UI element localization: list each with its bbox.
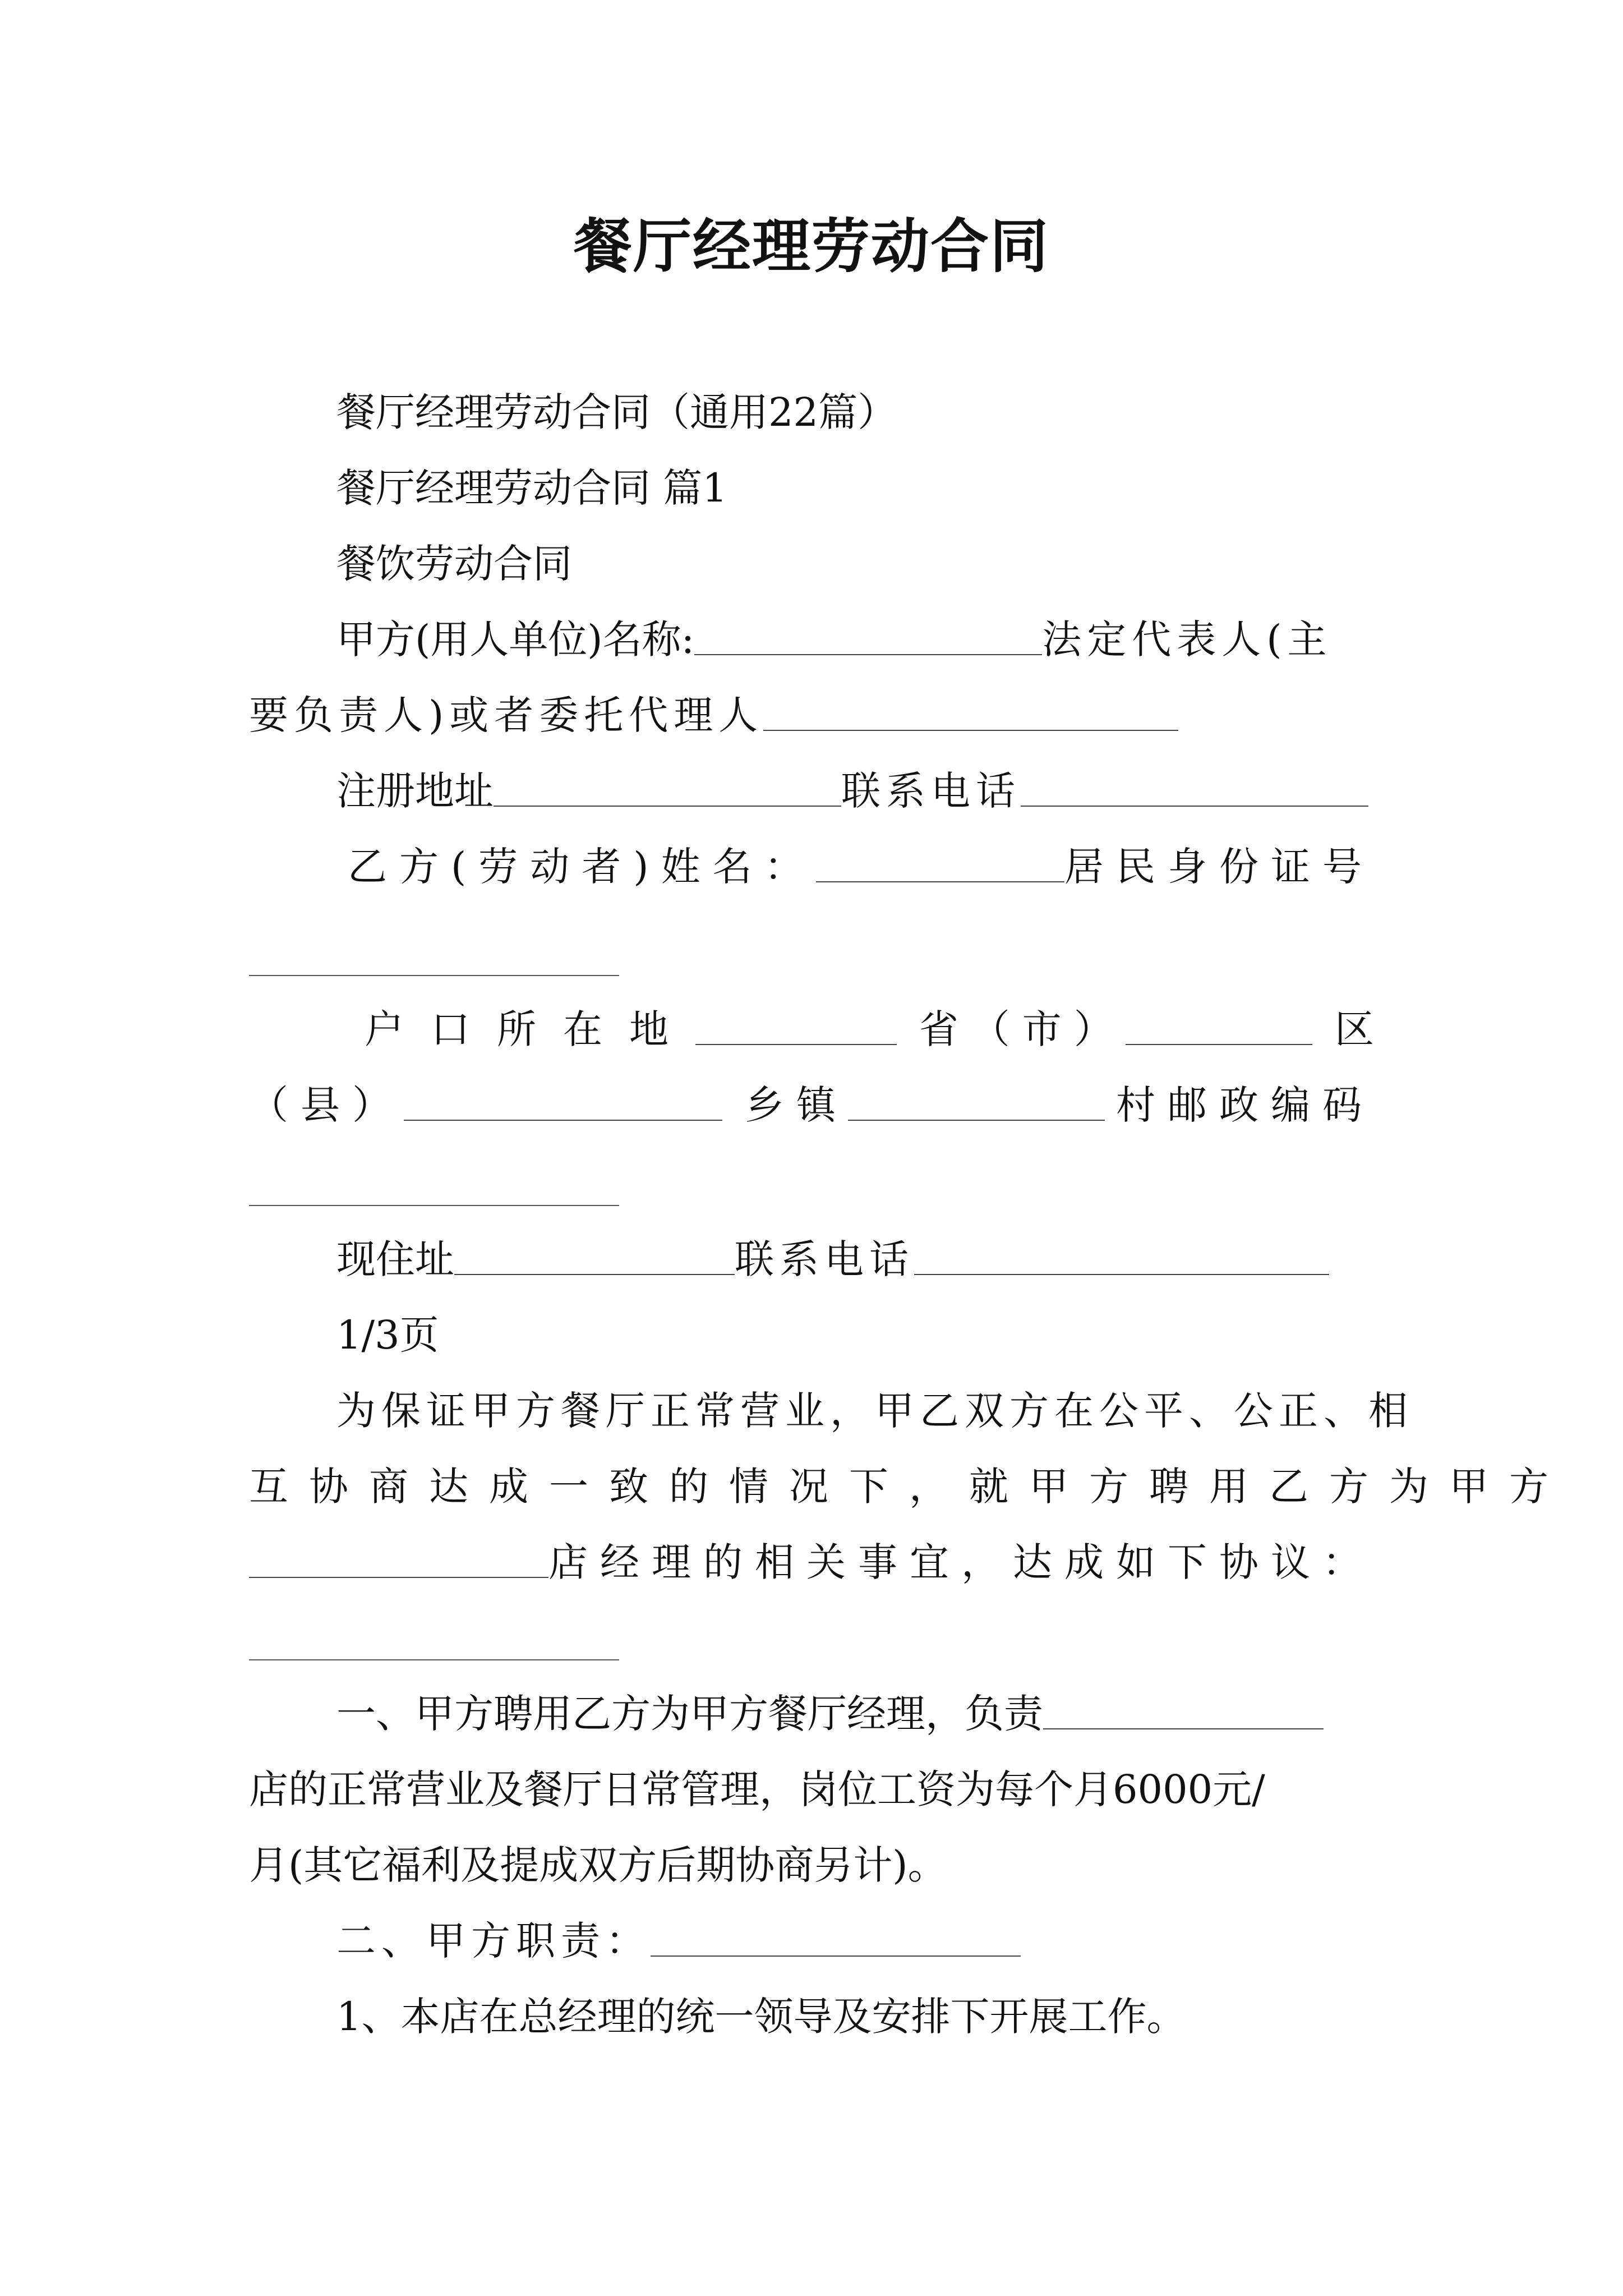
province-label: 省（市） bbox=[919, 1006, 1126, 1052]
village-postcode-label: 村邮政编码 bbox=[1116, 1082, 1374, 1128]
household-province-blank[interactable] bbox=[695, 1043, 897, 1045]
party-a-phone-label: 联系电话 bbox=[841, 768, 1021, 814]
town-blank[interactable] bbox=[848, 1119, 1105, 1121]
party-a-name-blank[interactable] bbox=[694, 653, 1042, 655]
clause1-text-1: 一、甲方聘用乙方为甲方餐厅经理，负责 bbox=[336, 1691, 1043, 1737]
clause2-row bbox=[336, 1913, 1374, 1969]
clause1-line-3: 月(其它福利及提成双方后期协商另计)。 bbox=[249, 1842, 947, 1888]
intro-text-2: 互协商达成一致的情况下，就甲方聘用乙方为甲方 bbox=[249, 1464, 1569, 1510]
clause1-line-1 bbox=[336, 1686, 1374, 1742]
party-a-phone-blank[interactable] bbox=[1021, 804, 1368, 807]
item-1: 1、本店在总经理的统一领导及安排下开展工作。 bbox=[336, 1994, 1186, 2040]
store-name-blank[interactable] bbox=[249, 1576, 548, 1578]
agreement-blank[interactable] bbox=[249, 1659, 619, 1660]
page-number: 1/3页 bbox=[336, 1312, 439, 1358]
party-a-name-label: 甲方(用人单位)名称: bbox=[336, 616, 695, 662]
party-a-address-row bbox=[336, 763, 1374, 819]
intro-line-1 bbox=[336, 1383, 1413, 1439]
subheading: 餐饮劳动合同 bbox=[336, 541, 572, 587]
party-b-name-row bbox=[336, 839, 1374, 895]
intro-text-1: 为保证甲方餐厅正常营业，甲乙双方在公平、公正、相 bbox=[336, 1388, 1413, 1434]
party-b-id-blank[interactable] bbox=[249, 975, 619, 976]
county-blank[interactable] bbox=[404, 1119, 722, 1121]
intro-text-3: 店经理的相关事宜，达成如下协议： bbox=[548, 1539, 1374, 1585]
document-title: 餐厅经理劳动合同 bbox=[573, 211, 1049, 280]
party-b-phone-blank[interactable] bbox=[914, 1273, 1329, 1275]
household-label: 户口所在地 bbox=[365, 1006, 695, 1052]
current-address-row bbox=[336, 1231, 1374, 1287]
party-a-rep-blank[interactable] bbox=[763, 729, 1178, 731]
household-row bbox=[336, 1001, 1374, 1057]
clause1-store-blank[interactable] bbox=[1043, 1727, 1324, 1729]
party-b-name-blank[interactable] bbox=[816, 880, 1064, 882]
party-b-phone-label: 联系电话 bbox=[735, 1236, 914, 1282]
county-label: （县） bbox=[249, 1082, 404, 1128]
party-a-rep-label-cont: 要负责人)或者委托代理人 bbox=[249, 692, 764, 738]
intro-line-2 bbox=[249, 1458, 1569, 1515]
town-label: 乡镇 bbox=[744, 1082, 848, 1128]
district-label: 区 bbox=[1335, 1006, 1374, 1052]
postcode-blank[interactable] bbox=[249, 1205, 619, 1206]
household-district-blank[interactable] bbox=[1126, 1043, 1312, 1045]
party-a-name-row bbox=[336, 611, 1374, 668]
party-a-address-blank[interactable] bbox=[494, 804, 841, 807]
party-b-id-label: 居民身份证号 bbox=[1064, 844, 1374, 890]
county-row bbox=[249, 1077, 1374, 1133]
intro-line-3 bbox=[249, 1534, 1374, 1590]
party-a-rep-label: 法定代表人(主 bbox=[1042, 616, 1332, 662]
party-a-rep-row bbox=[249, 687, 1374, 743]
current-address-label: 现住址 bbox=[336, 1236, 454, 1282]
clause1-line-2: 店的正常营业及餐厅日常管理，岗位工资为每个月6000元/ bbox=[249, 1766, 1265, 1812]
clause2-label: 二、甲方职责： bbox=[336, 1918, 651, 1964]
heading-general: 餐厅经理劳动合同（通用22篇） bbox=[336, 389, 897, 435]
current-address-blank[interactable] bbox=[454, 1273, 735, 1275]
clause2-blank[interactable] bbox=[651, 1954, 1021, 1957]
party-a-address-label: 注册地址 bbox=[336, 768, 494, 814]
heading-part1: 餐厅经理劳动合同 篇1 bbox=[336, 465, 727, 511]
party-b-name-label: 乙方(劳动者)姓名： bbox=[348, 844, 816, 890]
